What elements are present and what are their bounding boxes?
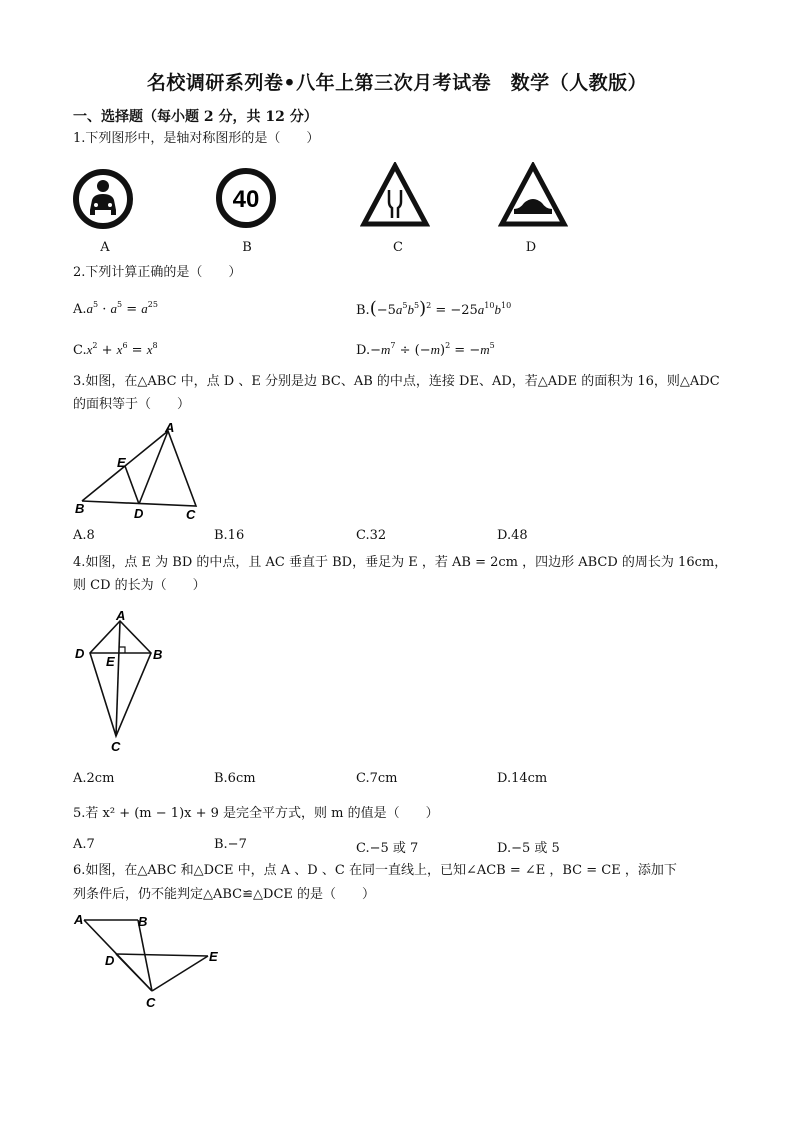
q6-point-b: B (138, 914, 148, 929)
q6-triangles-diagram (72, 908, 232, 1018)
q3-option-d: D.48 (497, 528, 528, 543)
q4-point-a: A (116, 608, 126, 623)
question-4-stem: 4.如图，点 E 为 BD 的中点，且 AC 垂直于 BD，垂足为 E ，若 AB = 2cm ，四边形 ABCD 的周长为 16cm， (73, 555, 728, 570)
question-3-stem-continued: 的面积等于（ ） (73, 397, 191, 412)
q6-point-d: D (105, 953, 115, 968)
no-cars-sign-icon (72, 168, 134, 230)
q2-option-a-prefix: A. (73, 302, 87, 317)
q5-option-b: B.−7 (214, 837, 247, 852)
q4-point-b: B (153, 647, 163, 662)
section-heading: 一、选择题（每小题 2 分，共 12 分） (73, 109, 318, 125)
question-6-stem-continued: 列条件后，仍不能判定△ABC≌△DCE 的是（ ） (73, 887, 376, 902)
question-5-stem: 5.若 x² + (m − 1)x + 9 是完全平方式，则 m 的值是（ ） (73, 806, 439, 821)
q6-point-c: C (146, 995, 156, 1010)
question-3-stem: 3.如图，在△ABC 中，点 D 、E 分别是边 BC、AB 的中点，连接 DE、AD，若△ADE 的面积为 16，则△ADC (73, 374, 720, 389)
speed-limit-40-sign-icon (215, 167, 277, 229)
q3-option-c: C.32 (356, 528, 387, 543)
q1-label-b: B (242, 240, 252, 255)
q2-option-a: $A.a^5 \cdot a^5 = a^{25}$ (73, 300, 158, 317)
q2-option-b-prefix: B. (356, 303, 370, 318)
q2-option-c-prefix: C. (73, 343, 87, 358)
q4-kite-diagram (72, 608, 172, 758)
q1-label-a: A (100, 240, 110, 255)
q5-option-a: A.7 (73, 837, 95, 852)
q2-option-c: $C.x^2 + x^6 = x^8$ (73, 341, 158, 358)
q4-option-b: B.6cm (214, 771, 256, 786)
q3-point-b: B (75, 501, 85, 516)
q3-option-a: A.8 (73, 528, 95, 543)
q1-label-c: C (393, 240, 403, 255)
q4-option-c: C.7cm (356, 771, 398, 786)
q4-point-c: C (111, 739, 121, 754)
question-1-stem: 1.下列图形中，是轴对称图形的是（ ） (73, 131, 320, 146)
q2-option-b: $B.(-5a^5b^5)^2 = -25a^{10}b^{10}$ (356, 298, 512, 319)
q5-option-d: D.−5 或 5 (497, 841, 560, 856)
bumpy-road-warning-sign-icon (498, 162, 568, 228)
q3-triangle-diagram (72, 420, 212, 520)
question-6-stem: 6.如图，在△ABC 和△DCE 中，点 A 、D 、C 在同一直线上，已知∠ACB = ∠E ，BC = CE ，添加下 (73, 863, 677, 878)
q3-point-c: C (186, 507, 196, 520)
q1-label-d: D (525, 240, 537, 255)
q4-point-e: E (106, 654, 115, 669)
q4-option-a: A.2cm (73, 771, 115, 786)
narrowing-road-warning-sign-icon (360, 162, 430, 228)
page-title: 名校调研系列卷•八年上第三次月考试卷 数学（人教版） (146, 72, 648, 94)
question-2-stem: 2.下列计算正确的是（ ） (73, 265, 242, 280)
q5-option-c: C.−5 或 7 (356, 841, 419, 856)
q4-option-d: D.14cm (497, 771, 548, 786)
q3-point-d: D (134, 506, 144, 520)
q3-point-a: A (165, 420, 175, 435)
q6-point-a: A (74, 912, 84, 927)
q4-point-d: D (75, 646, 85, 661)
question-4-stem-continued: 则 CD 的长为（ ） (73, 578, 206, 593)
q3-point-e: E (117, 455, 126, 470)
q2-option-d: $D.-m^7 \div (-m)^2 = -m^5$ (356, 341, 495, 358)
q3-option-b: B.16 (214, 528, 245, 543)
q2-option-d-prefix: D. (356, 343, 371, 358)
q6-point-e: E (209, 949, 218, 964)
speed-limit-text: 40 (232, 186, 260, 213)
